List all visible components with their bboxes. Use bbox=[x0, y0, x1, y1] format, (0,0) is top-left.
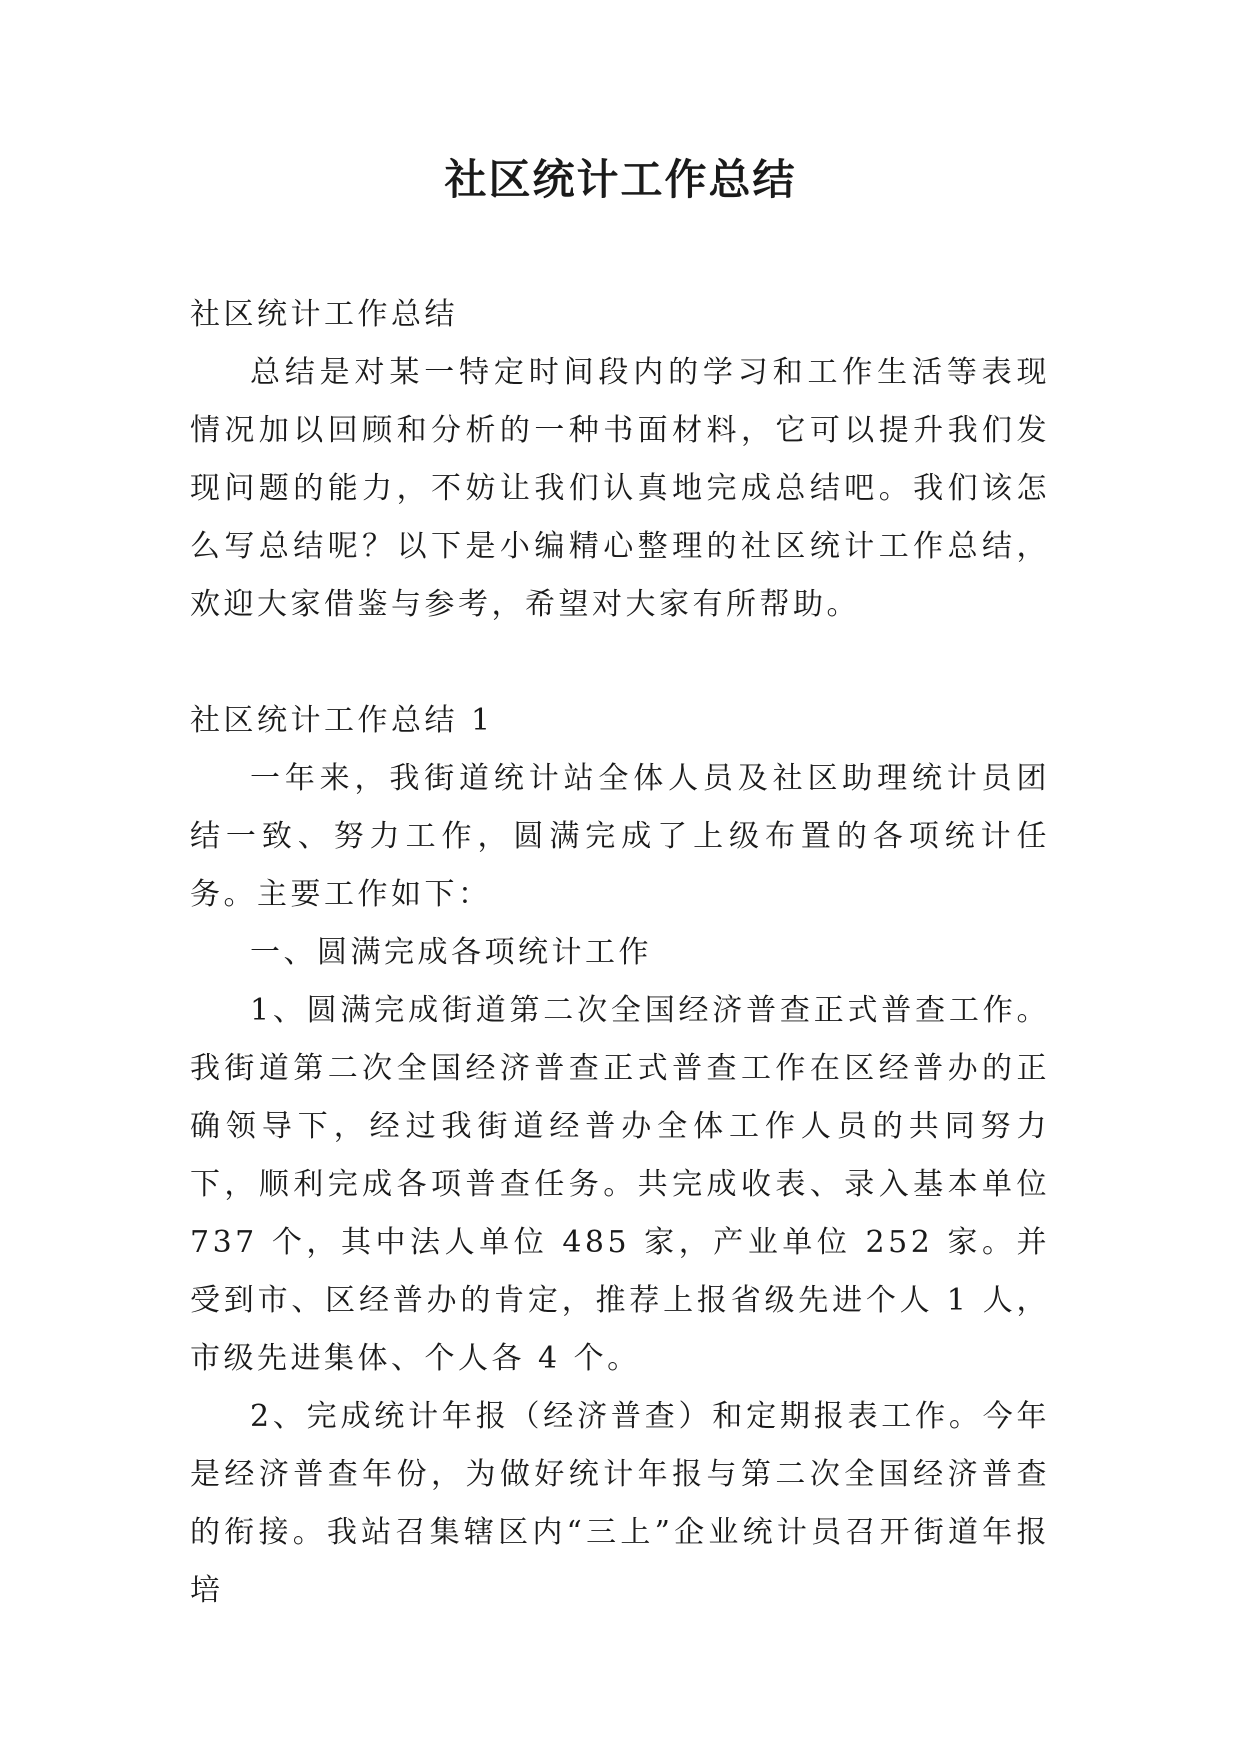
section-heading: 社区统计工作总结 1 bbox=[190, 703, 494, 738]
document-title: 社区统计工作总结 bbox=[444, 155, 797, 204]
intro-paragraph: 总结是对某一特定时间段内的学习和工作生活等表现情况加以回顾和分析的一种书面材料，它可以提升我们发现问题的能力，不妨让我们认真地完成总结吧。我们该怎么写总结呢？以下是小编精心整理的社区统计工作总结，欢迎大家借鉴与参考，希望对大家有所帮助。 bbox=[190, 355, 1050, 622]
item-paragraph-2: 2、完成统计年报（经济普查）和定期报表工作。今年是经济普查年份，为做好统计年报与第二次全国经济普查的衔接。我站召集辖区内“三上”企业统计员召开街道年报培 bbox=[190, 1399, 1050, 1608]
section-intro-paragraph: 一年来，我街道统计站全体人员及社区助理统计员团结一致、努力工作，圆满完成了上级布置的各项统计任务。主要工作如下： bbox=[190, 761, 1050, 912]
part-heading: 一、圆满完成各项统计工作 bbox=[250, 935, 652, 970]
item-paragraph-1: 1、圆满完成街道第二次全国经济普查正式普查工作。我街道第二次全国经济普查正式普查工作在区经普办的正确领导下，经过我街道经普办全体工作人员的共同努力下，顺利完成各项普查任务。共完成收表、录入基本单位 737 个，其中法人单位 485 家，产业单位 252 家。并受到市、区经普办的肯定，推荐上报省级先进个人 1 人，市级先进集体、个人各 4 个。 bbox=[190, 993, 1050, 1376]
document-heading: 社区统计工作总结 bbox=[190, 297, 458, 332]
